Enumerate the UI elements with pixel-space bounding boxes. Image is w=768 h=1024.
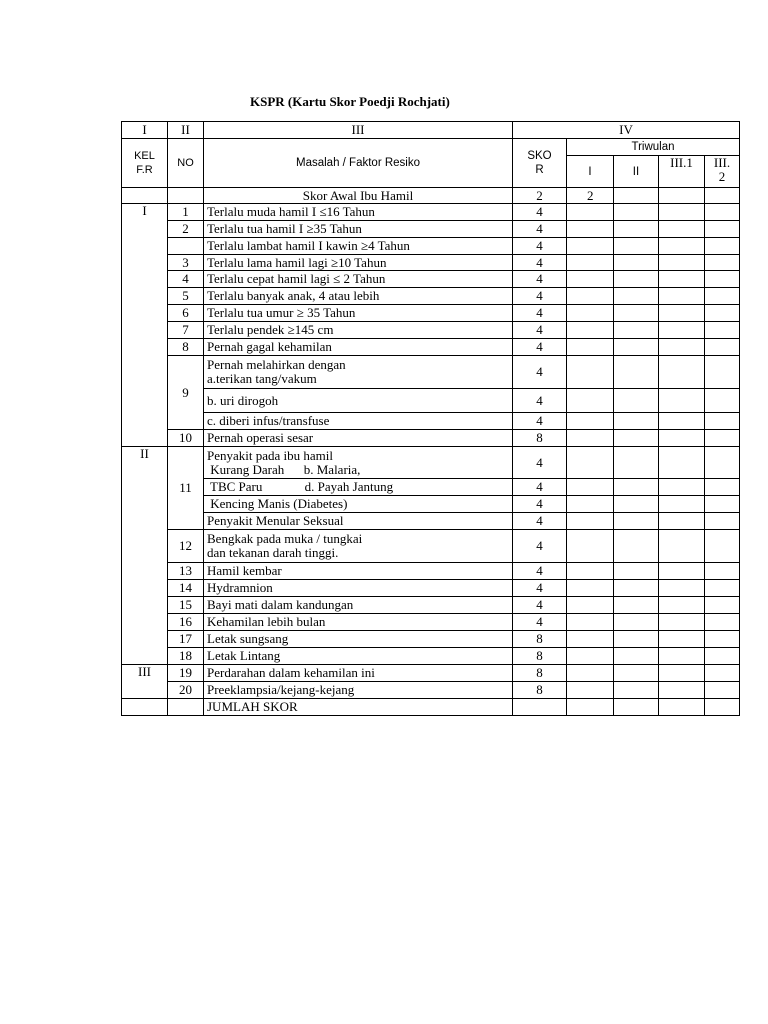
score-cell-tri-iii1 xyxy=(659,305,705,322)
score-cell-tri-ii xyxy=(614,614,659,631)
row-number: 10 xyxy=(168,430,204,447)
score-cell-tri-ii xyxy=(614,530,659,563)
risk-factor-text: Terlalu lama hamil lagi ≥10 Tahun xyxy=(204,255,513,271)
risk-score: 4 xyxy=(513,597,567,614)
score-cell-tri-iii2 xyxy=(705,447,740,479)
risk-score: 4 xyxy=(513,530,567,563)
score-cell-tri-iii1 xyxy=(659,339,705,356)
risk-factor-text: Kencing Manis (Diabetes) xyxy=(204,496,513,513)
score-cell-tri-ii xyxy=(614,356,659,389)
risk-score: 8 xyxy=(513,665,567,682)
skor-awal-tri-i: 2 xyxy=(567,188,614,204)
score-cell-tri-i xyxy=(567,204,614,221)
row-number: 6 xyxy=(168,305,204,322)
jumlah-skor-label: JUMLAH SKOR xyxy=(204,699,513,716)
score-cell-tri-i xyxy=(567,513,614,530)
kspr-score-table xyxy=(121,121,740,716)
score-cell-tri-ii xyxy=(614,563,659,580)
score-cell-tri-iii1 xyxy=(659,580,705,597)
risk-factor-row xyxy=(122,238,740,255)
score-cell-tri-ii xyxy=(614,513,659,530)
risk-factor-row xyxy=(122,356,740,389)
row-number: 14 xyxy=(168,580,204,597)
score-cell-tri-iii2 xyxy=(705,288,740,305)
score-cell-tri-iii2 xyxy=(705,665,740,682)
score-cell-tri-i xyxy=(567,430,614,447)
risk-factor-text: Terlalu lambat hamil I kawin ≥4 Tahun xyxy=(204,238,513,255)
jumlah-skor-row xyxy=(122,699,740,716)
score-cell-tri-iii2 xyxy=(705,563,740,580)
score-cell-tri-iii2 xyxy=(705,356,740,389)
score-cell-tri-iii1 xyxy=(659,288,705,305)
score-cell-tri-ii xyxy=(614,238,659,255)
score-cell-tri-iii1 xyxy=(659,447,705,479)
risk-score: 4 xyxy=(513,563,567,580)
risk-factor-text: Terlalu cepat hamil lagi ≤ 2 Tahun xyxy=(204,271,513,288)
risk-score: 4 xyxy=(513,204,567,221)
score-cell-tri-iii1 xyxy=(659,530,705,563)
score-cell-tri-iii2 xyxy=(705,271,740,288)
score-cell-tri-iii1 xyxy=(659,631,705,648)
score-cell-tri-iii1 xyxy=(659,430,705,447)
risk-factor-text: Letak Lintang xyxy=(204,648,513,665)
risk-factor-row xyxy=(122,204,740,221)
score-cell-tri-iii1 xyxy=(659,479,705,496)
score-cell-tri-i xyxy=(567,322,614,339)
score-cell-tri-i xyxy=(567,389,614,413)
score-cell-tri-i xyxy=(567,631,614,648)
risk-factor-row xyxy=(122,430,740,447)
kel-fr-header: KEL F.R xyxy=(122,139,168,188)
score-cell-tri-i xyxy=(567,614,614,631)
risk-score: 4 xyxy=(513,513,567,530)
risk-score: 4 xyxy=(513,305,567,322)
risk-factor-row xyxy=(122,648,740,665)
risk-score: 4 xyxy=(513,614,567,631)
score-cell-tri-ii xyxy=(614,682,659,699)
row-number: 5 xyxy=(168,288,204,305)
row-number: 15 xyxy=(168,597,204,614)
row-number: 7 xyxy=(168,322,204,339)
row-number: 3 xyxy=(168,255,204,271)
score-cell-tri-ii xyxy=(614,305,659,322)
score-cell-tri-i xyxy=(567,271,614,288)
score-cell-tri-ii xyxy=(614,322,659,339)
score-cell-tri-iii1 xyxy=(659,614,705,631)
score-cell-tri-iii2 xyxy=(705,479,740,496)
row-number: 4 xyxy=(168,271,204,288)
score-cell-tri-ii xyxy=(614,496,659,513)
col-iv-header: IV xyxy=(513,122,740,139)
skor-awal-value: 2 xyxy=(513,188,567,204)
risk-score: 4 xyxy=(513,339,567,356)
triwulan-ii-header: II xyxy=(614,156,659,188)
score-cell-tri-iii1 xyxy=(659,597,705,614)
score-cell-tri-ii xyxy=(614,665,659,682)
risk-factor-text: b. uri dirogoh xyxy=(204,389,513,413)
score-cell-tri-i xyxy=(567,221,614,238)
score-cell-tri-iii1 xyxy=(659,665,705,682)
kelompok-faktor-i: I xyxy=(122,204,168,447)
risk-factor-row xyxy=(122,479,740,496)
score-cell-tri-ii xyxy=(614,389,659,413)
risk-factor-text: Preeklampsia/kejang-kejang xyxy=(204,682,513,699)
row-number: 13 xyxy=(168,563,204,580)
row-number: 16 xyxy=(168,614,204,631)
risk-score: 4 xyxy=(513,255,567,271)
score-cell-tri-i xyxy=(567,288,614,305)
score-cell-tri-ii xyxy=(614,221,659,238)
score-cell-tri-iii2 xyxy=(705,530,740,563)
risk-factor-row xyxy=(122,255,740,271)
score-cell-tri-iii2 xyxy=(705,682,740,699)
risk-factor-row xyxy=(122,221,740,238)
score-cell-tri-i xyxy=(567,496,614,513)
row-number: 17 xyxy=(168,631,204,648)
row-number: 20 xyxy=(168,682,204,699)
score-cell-tri-i xyxy=(567,648,614,665)
risk-factor-text: Hydramnion xyxy=(204,580,513,597)
score-cell-tri-ii xyxy=(614,288,659,305)
score-cell-tri-iii1 xyxy=(659,389,705,413)
risk-factor-text: TBC Paru d. Payah Jantung xyxy=(204,479,513,496)
triwulan-header: Triwulan xyxy=(567,139,740,156)
risk-factor-row xyxy=(122,631,740,648)
risk-score: 4 xyxy=(513,413,567,430)
row-number: 18 xyxy=(168,648,204,665)
score-cell-tri-ii xyxy=(614,479,659,496)
skor-awal-row xyxy=(122,188,740,204)
score-cell-tri-iii1 xyxy=(659,563,705,580)
triwulan-iii2-header: III. 2 xyxy=(705,156,740,188)
triwulan-i-header: I xyxy=(567,156,614,188)
score-cell-tri-i xyxy=(567,665,614,682)
risk-factor-row xyxy=(122,322,740,339)
risk-score: 4 xyxy=(513,580,567,597)
total-cell-tri-i xyxy=(567,699,614,716)
risk-factor-text: Terlalu tua hamil I ≥35 Tahun xyxy=(204,221,513,238)
risk-factor-text: Penyakit pada ibu hamil Kurang Darah b. Malaria, xyxy=(204,447,513,479)
risk-factor-text: Bayi mati dalam kandungan xyxy=(204,597,513,614)
risk-factor-row xyxy=(122,597,740,614)
risk-factor-text: Bengkak pada muka / tungkai dan tekanan darah tinggi. xyxy=(204,530,513,563)
risk-score: 8 xyxy=(513,648,567,665)
risk-factor-row xyxy=(122,413,740,430)
kelompok-faktor-ii: II xyxy=(122,447,168,665)
risk-factor-text: Terlalu muda hamil I ≤16 Tahun xyxy=(204,204,513,221)
score-cell-tri-iii2 xyxy=(705,204,740,221)
risk-score: 8 xyxy=(513,631,567,648)
total-cell-tri-ii xyxy=(614,699,659,716)
risk-factor-text: Pernah gagal kehamilan xyxy=(204,339,513,356)
roman-header-row xyxy=(122,122,740,139)
score-cell-tri-iii2 xyxy=(705,322,740,339)
row-number xyxy=(168,238,204,255)
risk-score: 4 xyxy=(513,496,567,513)
score-cell-tri-iii1 xyxy=(659,271,705,288)
score-cell-tri-iii1 xyxy=(659,496,705,513)
risk-factor-row xyxy=(122,389,740,413)
score-cell-tri-iii1 xyxy=(659,255,705,271)
score-cell-tri-iii2 xyxy=(705,221,740,238)
score-cell-tri-iii2 xyxy=(705,430,740,447)
risk-factor-row xyxy=(122,682,740,699)
risk-score: 4 xyxy=(513,479,567,496)
row-number: 11 xyxy=(168,447,204,530)
score-cell-tri-i xyxy=(567,447,614,479)
risk-factor-text: Perdarahan dalam kehamilan ini xyxy=(204,665,513,682)
risk-factor-row xyxy=(122,530,740,563)
score-cell-tri-iii2 xyxy=(705,580,740,597)
risk-score: 4 xyxy=(513,238,567,255)
score-cell-tri-ii xyxy=(614,204,659,221)
score-cell-tri-iii1 xyxy=(659,356,705,389)
risk-factor-row xyxy=(122,496,740,513)
score-cell-tri-i xyxy=(567,305,614,322)
row-number: 8 xyxy=(168,339,204,356)
score-cell-tri-i xyxy=(567,580,614,597)
risk-score: 4 xyxy=(513,356,567,389)
score-cell-tri-iii2 xyxy=(705,413,740,430)
score-cell-tri-iii1 xyxy=(659,413,705,430)
score-cell-tri-ii xyxy=(614,648,659,665)
score-cell-tri-ii xyxy=(614,339,659,356)
score-cell-tri-iii1 xyxy=(659,238,705,255)
col-i-header: I xyxy=(122,122,168,139)
score-cell-tri-ii xyxy=(614,413,659,430)
risk-factor-row xyxy=(122,614,740,631)
score-cell-tri-iii2 xyxy=(705,496,740,513)
score-cell-tri-iii1 xyxy=(659,648,705,665)
row-number: 1 xyxy=(168,204,204,221)
score-cell-tri-iii2 xyxy=(705,238,740,255)
row-number: 2 xyxy=(168,221,204,238)
risk-score: 4 xyxy=(513,221,567,238)
score-cell-tri-ii xyxy=(614,631,659,648)
score-cell-tri-i xyxy=(567,238,614,255)
triwulan-iii1-header: III.1 xyxy=(659,156,705,188)
score-cell-tri-ii xyxy=(614,430,659,447)
score-cell-tri-i xyxy=(567,413,614,430)
score-cell-tri-iii2 xyxy=(705,513,740,530)
empty-cell xyxy=(168,699,204,716)
document-title: KSPR (Kartu Skor Poedji Rochjati) xyxy=(250,94,450,109)
score-cell-tri-iii2 xyxy=(705,631,740,648)
risk-score: 4 xyxy=(513,271,567,288)
score-cell-tri-i xyxy=(567,339,614,356)
score-cell-tri-i xyxy=(567,479,614,496)
score-cell-tri-iii1 xyxy=(659,513,705,530)
risk-factor-text: Pernah operasi sesar xyxy=(204,430,513,447)
row-number: 12 xyxy=(168,530,204,563)
risk-factor-row xyxy=(122,305,740,322)
skor-header: SKO R xyxy=(513,139,567,188)
risk-factor-row xyxy=(122,339,740,356)
score-cell-tri-iii2 xyxy=(705,614,740,631)
risk-factor-row xyxy=(122,665,740,682)
score-cell-tri-i xyxy=(567,530,614,563)
score-cell-tri-iii2 xyxy=(705,305,740,322)
score-cell-tri-ii xyxy=(614,255,659,271)
skor-awal-label: Skor Awal Ibu Hamil xyxy=(204,188,513,204)
risk-factor-text: Kehamilan lebih bulan xyxy=(204,614,513,631)
risk-factor-row xyxy=(122,563,740,580)
empty-cell xyxy=(122,699,168,716)
score-cell-tri-iii1 xyxy=(659,204,705,221)
row-number: 9 xyxy=(168,356,204,430)
total-cell-skor xyxy=(513,699,567,716)
score-cell-tri-i xyxy=(567,255,614,271)
col-iii-header: III xyxy=(204,122,513,139)
score-cell-tri-i xyxy=(567,563,614,580)
risk-factor-text: Penyakit Menular Seksual xyxy=(204,513,513,530)
score-cell-tri-iii1 xyxy=(659,682,705,699)
risk-score: 4 xyxy=(513,322,567,339)
score-cell-tri-iii1 xyxy=(659,221,705,238)
col-ii-header: II xyxy=(168,122,204,139)
score-cell-tri-iii2 xyxy=(705,339,740,356)
score-cell-tri-iii2 xyxy=(705,597,740,614)
risk-score: 4 xyxy=(513,389,567,413)
score-cell-tri-ii xyxy=(614,580,659,597)
score-cell-tri-i xyxy=(567,597,614,614)
kelompok-faktor-iii: III xyxy=(122,665,168,699)
risk-factor-text: Terlalu banyak anak, 4 atau lebih xyxy=(204,288,513,305)
score-cell-tri-i xyxy=(567,682,614,699)
score-cell-tri-ii xyxy=(614,271,659,288)
score-cell-tri-ii xyxy=(614,447,659,479)
risk-factor-text: Letak sungsang xyxy=(204,631,513,648)
risk-score: 4 xyxy=(513,288,567,305)
score-cell-tri-iii2 xyxy=(705,389,740,413)
header-row-1 xyxy=(122,139,740,156)
risk-factor-text: Hamil kembar xyxy=(204,563,513,580)
risk-score: 4 xyxy=(513,447,567,479)
total-cell-tri-iii2 xyxy=(705,699,740,716)
risk-factor-row xyxy=(122,288,740,305)
masalah-header: Masalah / Faktor Resiko xyxy=(204,139,513,188)
score-cell-tri-ii xyxy=(614,597,659,614)
score-cell-tri-i xyxy=(567,356,614,389)
risk-factor-text: Pernah melahirkan dengan a.terikan tang/vakum xyxy=(204,356,513,389)
risk-factor-row xyxy=(122,580,740,597)
no-header: NO xyxy=(168,139,204,188)
total-cell-tri-iii1 xyxy=(659,699,705,716)
risk-score: 8 xyxy=(513,430,567,447)
risk-factor-row xyxy=(122,447,740,479)
risk-factor-row xyxy=(122,271,740,288)
risk-score: 8 xyxy=(513,682,567,699)
risk-factor-text: c. diberi infus/transfuse xyxy=(204,413,513,430)
risk-factor-text: Terlalu tua umur ≥ 35 Tahun xyxy=(204,305,513,322)
risk-factor-text: Terlalu pendek ≥145 cm xyxy=(204,322,513,339)
row-number: 19 xyxy=(168,665,204,682)
score-cell-tri-iii2 xyxy=(705,255,740,271)
score-cell-tri-iii2 xyxy=(705,648,740,665)
score-cell-tri-iii1 xyxy=(659,322,705,339)
risk-factor-row xyxy=(122,513,740,530)
